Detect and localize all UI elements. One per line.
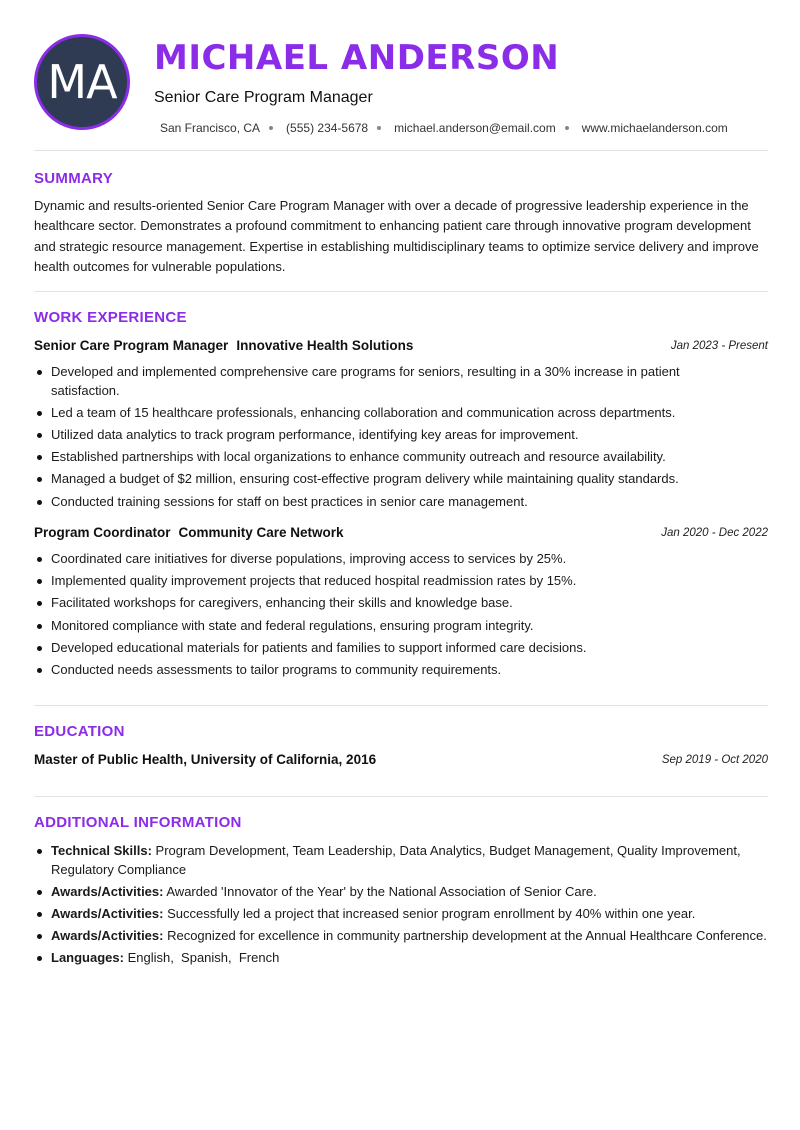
item-text: Recognized for excellence in community partnership development at the Annual Healthcare Conference. bbox=[163, 928, 767, 944]
candidate-name: MICHAEL ANDERSON bbox=[154, 38, 560, 78]
item-text: Program Development, Team Leadership, Data Analytics, Budget Management, Quality Improvement, Regulatory Compliance bbox=[51, 843, 741, 877]
divider bbox=[34, 796, 768, 797]
candidate-title: Senior Care Program Manager bbox=[154, 89, 373, 106]
avatar bbox=[34, 34, 130, 130]
item-label: Awards/Activities: bbox=[51, 928, 164, 944]
item-text: Successfully led a project that increased senior program enrollment by 40% within one year. bbox=[163, 905, 696, 921]
list-item bbox=[51, 949, 769, 968]
list-item: Monitored compliance with state and federal regulations, ensuring program integrity. bbox=[51, 617, 751, 636]
item-text: English, Spanish, French bbox=[123, 950, 280, 966]
job-header bbox=[34, 338, 768, 356]
job-bullets bbox=[34, 550, 751, 683]
item-label: Awards/Activities: bbox=[51, 883, 164, 899]
contact-location: San Francisco, CA bbox=[160, 121, 261, 135]
list-item: Conducted needs assessments to tailor programs to community requirements. bbox=[51, 661, 751, 680]
list-item: Established partnerships with local organizations to enhance community outreach and resource availability. bbox=[51, 448, 751, 467]
job-dates: Jan 2020 - Dec 2022 bbox=[661, 527, 768, 539]
job-title-line bbox=[34, 338, 413, 353]
education-degree: Master of Public Health, University of California, 2016 bbox=[34, 752, 377, 767]
list-item: Developed and implemented comprehensive care programs for seniors, resulting in a 30% increase in patient satisfaction. bbox=[51, 363, 751, 400]
education-dates: Sep 2019 - Oct 2020 bbox=[661, 754, 768, 766]
job-bullets bbox=[34, 363, 751, 515]
job-role: Program Coordinator bbox=[34, 525, 171, 540]
list-item bbox=[51, 927, 769, 946]
experience-heading: WORK EXPERIENCE bbox=[34, 309, 187, 326]
job-company: Community Care Network bbox=[178, 525, 344, 540]
contact-website[interactable]: www.michaelanderson.com bbox=[581, 121, 728, 135]
divider bbox=[34, 705, 768, 706]
list-item: Developed educational materials for patients and families to support informed care decisions. bbox=[51, 639, 751, 658]
contact-email[interactable]: michael.anderson@email.com bbox=[394, 121, 556, 135]
summary-text: Dynamic and results-oriented Senior Care Program Manager with over a decade of progressive leadership experience in the healthcare sector. Demonstrates a profound commitment to enhancing patient care through innovative program development and strategic resource management. Expertise in establishing multidisciplinary teams to optimize service delivery and improve health outcomes for vulnerable populations. bbox=[34, 198, 759, 274]
job-company: Innovative Health Solutions bbox=[236, 338, 414, 353]
list-item: Managed a budget of $2 million, ensuring cost-effective program delivery while maintaining quality standards. bbox=[51, 470, 751, 489]
additional-heading: ADDITIONAL INFORMATION bbox=[34, 814, 242, 831]
job-dates: Jan 2023 - Present bbox=[670, 340, 768, 352]
additional-list bbox=[34, 842, 769, 972]
resume-header bbox=[34, 34, 768, 138]
education-heading: EDUCATION bbox=[34, 723, 125, 740]
item-label: Technical Skills: bbox=[51, 843, 152, 858]
list-item: Led a team of 15 healthcare professionals, enhancing collaboration and communication across departments. bbox=[51, 404, 751, 423]
job-role: Senior Care Program Manager bbox=[34, 338, 229, 353]
separator-dot-icon bbox=[565, 126, 569, 130]
list-item bbox=[51, 842, 769, 879]
list-item bbox=[51, 883, 769, 902]
list-item: Conducted training sessions for staff on best practices in senior care management. bbox=[51, 493, 751, 512]
separator-dot-icon bbox=[377, 126, 381, 130]
list-item: Facilitated workshops for caregivers, enhancing their skills and knowledge base. bbox=[51, 594, 751, 613]
list-item: Implemented quality improvement projects that reduced hospital readmission rates by 15%. bbox=[51, 572, 751, 591]
contact-line bbox=[160, 121, 728, 135]
list-item: Coordinated care initiatives for diverse populations, improving access to services by 25%. bbox=[51, 550, 751, 569]
avatar-initials: MA bbox=[47, 55, 117, 109]
divider bbox=[34, 150, 768, 151]
contact-phone: (555) 234-5678 bbox=[286, 121, 369, 135]
list-item: Utilized data analytics to track program performance, identifying key areas for improvement. bbox=[51, 426, 751, 445]
divider bbox=[34, 291, 768, 292]
job-header bbox=[34, 525, 768, 543]
list-item bbox=[51, 905, 769, 924]
item-label: Languages: bbox=[51, 950, 124, 966]
item-text: Awarded 'Innovator of the Year' by the National Association of Senior Care. bbox=[163, 883, 597, 899]
job-title-line bbox=[34, 525, 344, 540]
summary-heading: SUMMARY bbox=[34, 170, 114, 187]
separator-dot-icon bbox=[269, 126, 273, 130]
item-label: Awards/Activities: bbox=[51, 905, 164, 921]
education-row bbox=[34, 752, 768, 770]
